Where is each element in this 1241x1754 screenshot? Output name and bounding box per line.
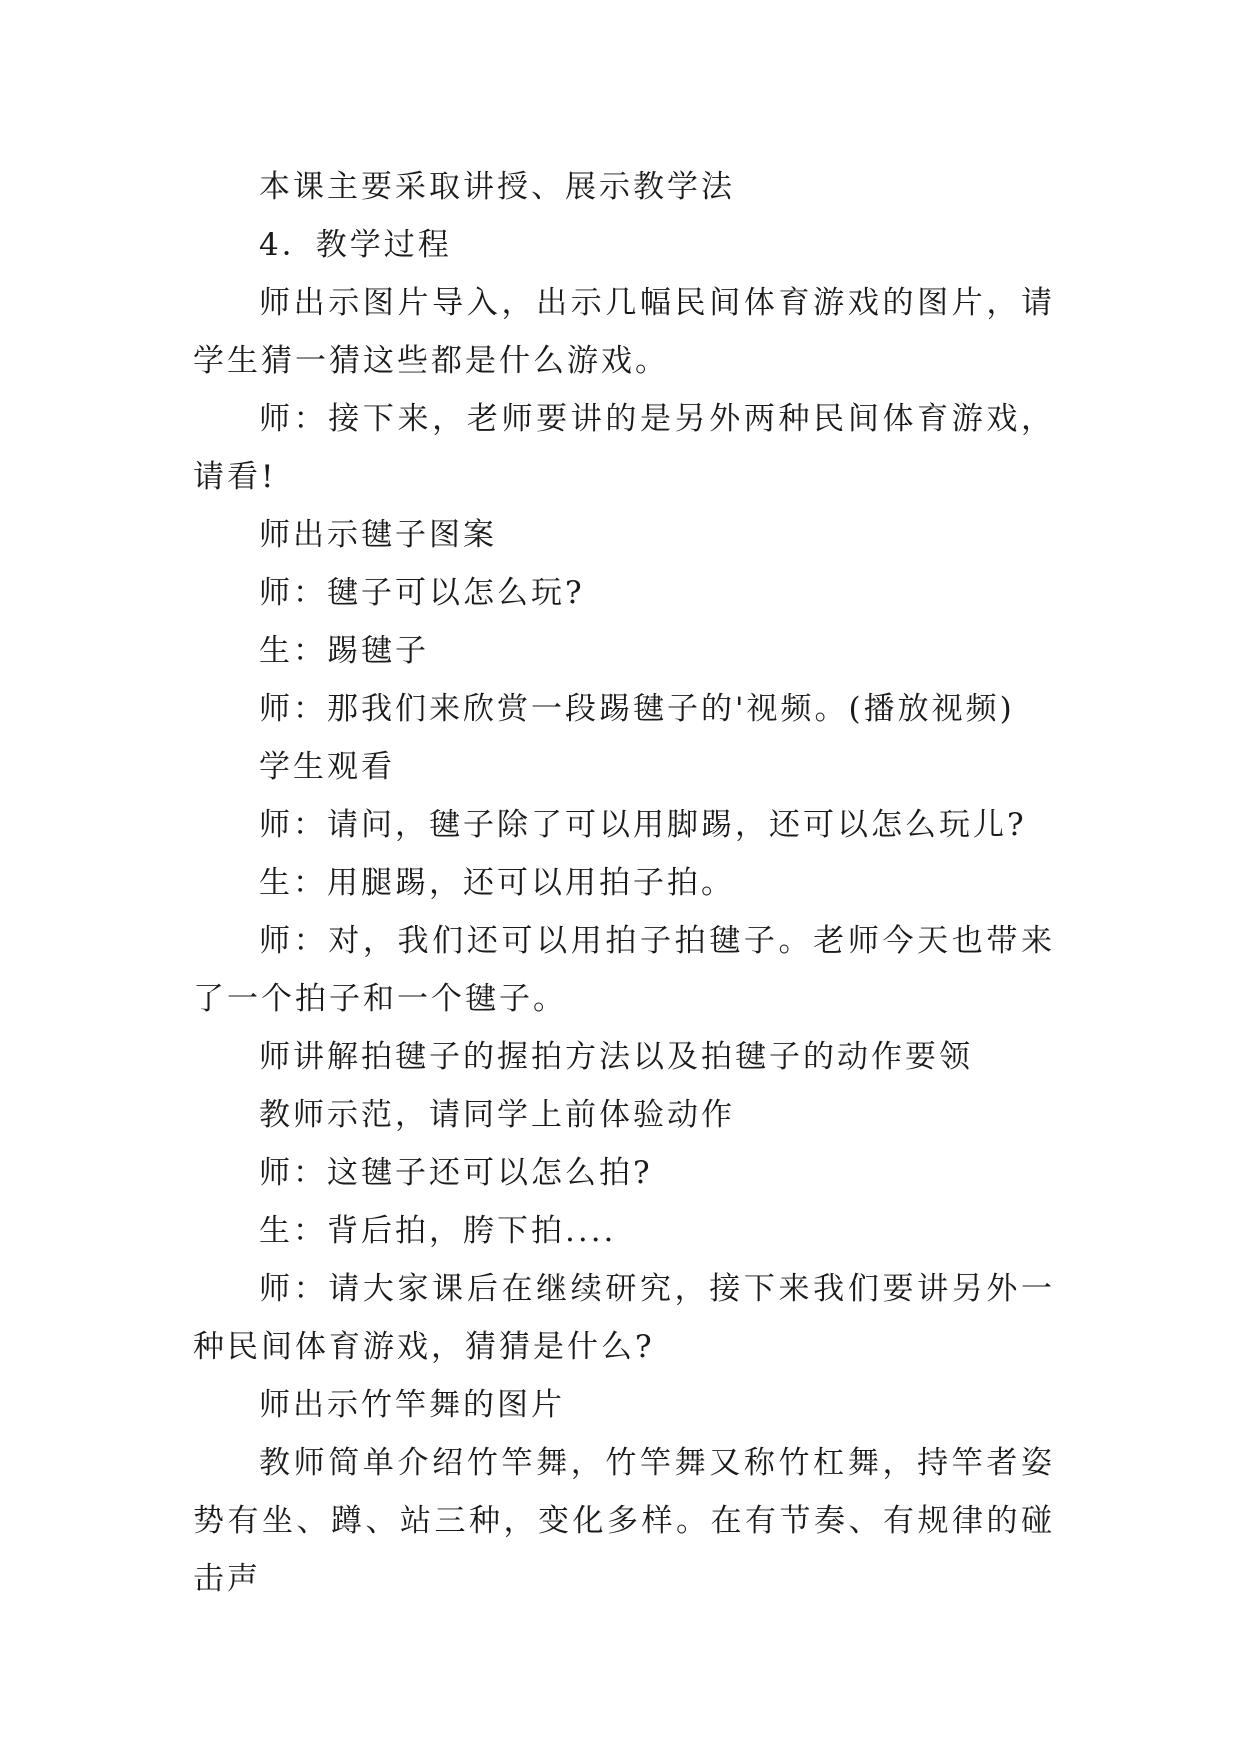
body-text [193, 158, 1055, 1608]
paragraph-kick-shuttlecock: 生：踢毽子 [259, 633, 429, 669]
paragraph-use-paddle: 生：用腿踢，还可以用拍子拍。 [259, 865, 735, 901]
paragraph-students-watch: 学生观看 [259, 749, 395, 785]
paragraph-how-to-play: 师：毽子可以怎么玩? [259, 575, 585, 611]
paragraph-explain-grip: 师讲解拍毽子的握拍方法以及拍毽子的动作要领 [259, 1039, 973, 1075]
paragraph-paddle-and-shuttlecock: 师：对，我们还可以用拍子拍毽子。老师今天也带来了一个拍子和一个毽子。 [193, 923, 1055, 1017]
paragraph-teaching-method: 本课主要采取讲授、展示教学法 [259, 169, 735, 205]
paragraph-demonstration: 教师示范，请同学上前体验动作 [259, 1097, 735, 1133]
paragraph-bamboo-dance-picture: 师出示竹竿舞的图片 [259, 1387, 565, 1423]
paragraph-two-games: 师：接下来，老师要讲的是另外两种民间体育游戏，请看! [193, 401, 1055, 495]
paragraph-how-to-hit: 师：这毽子还可以怎么拍? [259, 1155, 653, 1191]
paragraph-behind-back: 生：背后拍，胯下拍.... [259, 1213, 617, 1249]
paragraph-show-shuttlecock: 师出示毽子图案 [259, 517, 497, 553]
paragraph-intro-pictures: 师出示图片导入，出示几幅民间体育游戏的图片，请学生猜一猜这些都是什么游戏。 [193, 285, 1055, 379]
paragraph-bamboo-dance-intro: 教师简单介绍竹竿舞，竹竿舞又称竹杠舞，持竿者姿势有坐、蹲、站三种，变化多样。在有节奏、有规律的碰击声 [193, 1445, 1055, 1597]
paragraph-watch-video: 师：那我们来欣赏一段踢毽子的'视频。(播放视频) [259, 691, 1015, 727]
paragraph-next-game: 师：请大家课后在继续研究，接下来我们要讲另外一种民间体育游戏，猜猜是什么? [193, 1271, 1055, 1365]
paragraph-section-heading: 4．教学过程 [259, 227, 452, 263]
paragraph-other-ways: 师：请问，毽子除了可以用脚踢，还可以怎么玩儿? [259, 807, 1027, 843]
